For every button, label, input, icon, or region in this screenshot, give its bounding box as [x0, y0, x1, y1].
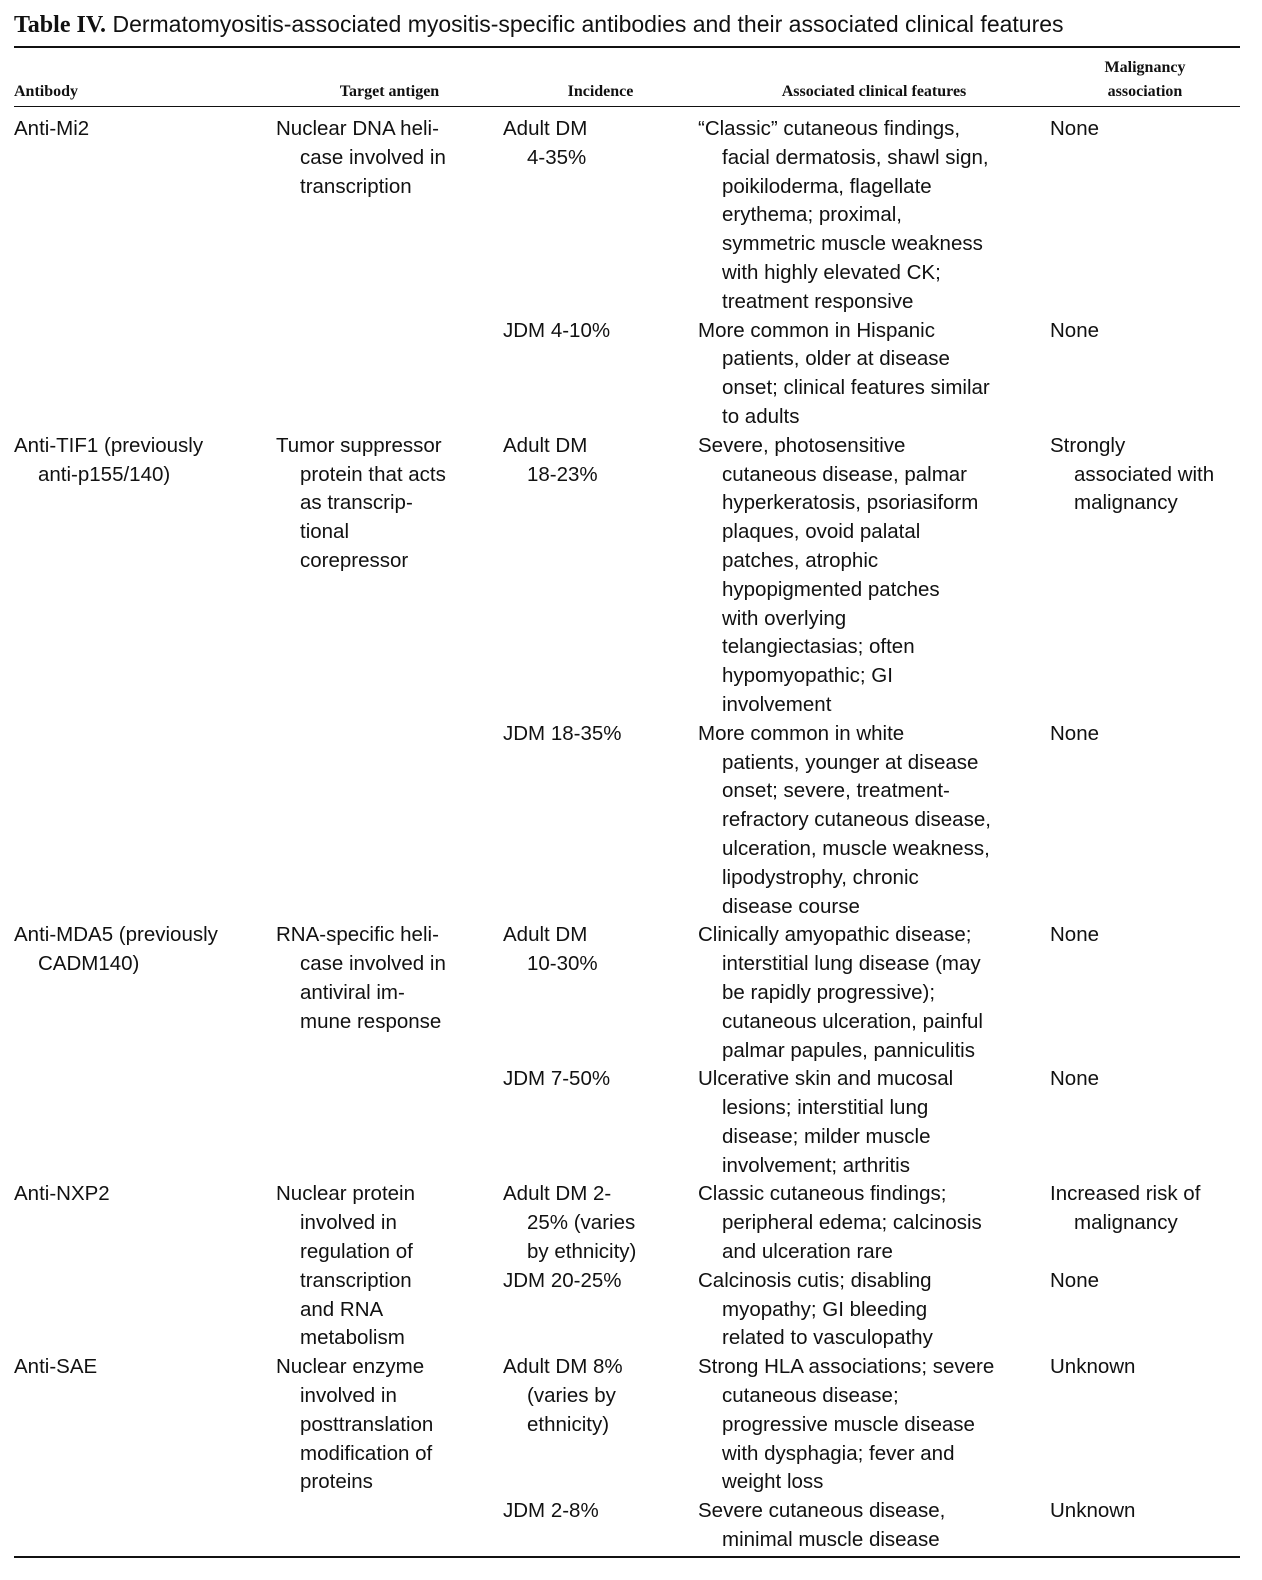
cell-antibody	[14, 1353, 276, 1555]
antibody-line: Anti-Mi2	[14, 117, 90, 140]
features-line: refractory cutaneous disease,	[722, 808, 991, 832]
malignancy-line: malignancy	[1074, 491, 1178, 515]
features-line: patients, younger at disease	[722, 750, 979, 774]
table-title: Dermatomyositis-associated myositis-specific antibodies and their associated clinical features	[112, 11, 1064, 37]
table-body	[14, 107, 1240, 1555]
features-line: onset; clinical features similar	[722, 376, 990, 400]
target-line: regulation of	[300, 1240, 413, 1264]
incidence-line: 18-23%	[527, 462, 598, 486]
features-line: patients, older at disease	[722, 347, 950, 371]
features-line: Classic cutaneous findings;	[698, 1182, 947, 1206]
target-line: Tumor suppressor	[276, 433, 442, 457]
cell-antibody	[14, 107, 276, 432]
cell-incidence	[503, 720, 698, 922]
target-line: protein that acts	[300, 462, 446, 486]
antibody-line: Anti-TIF1 (previously	[14, 433, 204, 457]
features-line: hypopigmented patches	[722, 577, 940, 601]
cell-incidence	[503, 432, 698, 720]
features-line: with dysphagia; fever and	[722, 1441, 955, 1465]
cell-incidence	[503, 317, 698, 432]
features-line: to adults	[722, 404, 800, 428]
cell-features	[698, 720, 1050, 922]
target-line: and RNA	[300, 1297, 384, 1321]
cell-incidence	[503, 1497, 698, 1555]
cell-malignancy	[1050, 720, 1240, 922]
features-line: ulceration, muscle weakness,	[722, 836, 990, 860]
target-line: proteins	[300, 1470, 373, 1494]
features-line: More common in Hispanic	[698, 318, 935, 342]
target-line: transcription	[300, 1268, 412, 1292]
malignancy-line: None	[1050, 1067, 1100, 1091]
malignancy-line: None	[1050, 721, 1100, 745]
incidence-line: 25% (varies	[527, 1211, 636, 1235]
incidence-line: by ethnicity)	[527, 1240, 637, 1264]
cell-malignancy	[1050, 1180, 1240, 1266]
incidence-line: 10-30%	[527, 952, 598, 976]
target-line: antiviral im-	[300, 980, 405, 1004]
features-line: hypomyopathic; GI	[722, 664, 893, 688]
table-row	[14, 1180, 1240, 1266]
features-line: Strong HLA associations; severe	[698, 1355, 995, 1379]
malignancy-line: None	[1050, 117, 1100, 140]
features-line: Clinically amyopathic disease;	[698, 923, 972, 947]
cell-malignancy	[1050, 317, 1240, 432]
cell-target-antigen	[276, 1353, 503, 1555]
target-line: tional	[300, 520, 350, 544]
table-header	[14, 48, 1240, 107]
incidence-line: (varies by	[527, 1384, 616, 1408]
antibody-line: CADM140)	[38, 952, 140, 976]
features-line: poikiloderma, flagellate	[722, 174, 932, 198]
features-line: erythema; proximal,	[722, 203, 903, 227]
malignancy-line: None	[1050, 1268, 1100, 1292]
table-figure	[14, 0, 1240, 1555]
cell-malignancy	[1050, 921, 1240, 1065]
malignancy-line: None	[1050, 318, 1100, 342]
cell-features	[698, 432, 1050, 720]
features-line: progressive muscle disease	[722, 1412, 975, 1436]
cell-features	[698, 1267, 1050, 1353]
features-line: interstitial lung disease (may	[722, 952, 981, 976]
cell-incidence	[503, 1180, 698, 1266]
cell-features	[698, 107, 1050, 317]
malignancy-line: malignancy	[1074, 1211, 1178, 1235]
table-caption	[14, 6, 1240, 42]
features-line: lesions; interstitial lung	[722, 1096, 929, 1120]
features-line: minimal muscle disease	[722, 1528, 940, 1552]
malignancy-line: associated with	[1074, 462, 1215, 486]
incidence-line: JDM 18-35%	[503, 721, 622, 745]
target-line: posttranslation	[300, 1412, 434, 1436]
table-row	[14, 921, 1240, 1065]
target-line: modification of	[300, 1441, 433, 1465]
malignancy-line: Strongly	[1050, 433, 1126, 457]
features-line: telangiectasias; often	[722, 635, 915, 659]
features-line: Calcinosis cutis; disabling	[698, 1268, 932, 1292]
target-line: Nuclear protein	[276, 1182, 416, 1206]
cell-features	[698, 1353, 1050, 1497]
target-line: RNA-specific heli-	[276, 923, 439, 947]
antibody-table	[14, 48, 1240, 1555]
features-line: weight loss	[722, 1470, 824, 1494]
malignancy-line: Unknown	[1050, 1355, 1136, 1379]
cell-antibody	[14, 1180, 276, 1353]
incidence-line: Adult DM 8%	[503, 1355, 623, 1379]
cell-malignancy	[1050, 432, 1240, 720]
target-line: case involved in	[300, 145, 446, 169]
features-line: More common in white	[698, 721, 905, 745]
target-line: transcription	[300, 174, 412, 198]
features-line: cutaneous disease, palmar	[722, 462, 968, 486]
features-line: involvement; arthritis	[722, 1153, 910, 1177]
incidence-line: JDM 7-50%	[503, 1067, 611, 1091]
target-line: metabolism	[300, 1326, 405, 1350]
cell-incidence	[503, 1353, 698, 1497]
antibody-line: Anti-MDA5 (previously	[14, 923, 218, 947]
features-line: involvement	[722, 692, 832, 716]
cell-malignancy	[1050, 1353, 1240, 1497]
table-row	[14, 1353, 1240, 1497]
incidence-line: JDM 20-25%	[503, 1268, 622, 1292]
features-line: Severe, photosensitive	[698, 433, 906, 457]
incidence-line: Adult DM 2-	[503, 1182, 612, 1206]
features-line: “Classic” cutaneous findings,	[698, 117, 961, 140]
cell-malignancy	[1050, 107, 1240, 317]
incidence-line: JDM 4-10%	[503, 318, 611, 342]
features-line: onset; severe, treatment-	[722, 779, 950, 803]
cell-features	[698, 1180, 1050, 1266]
malignancy-line: Increased risk of	[1050, 1182, 1201, 1206]
header-antibody: Antibody	[14, 83, 79, 100]
header-target: Target antigen	[339, 83, 440, 100]
header-malignancy-line: Malignancy	[1104, 59, 1186, 76]
cell-antibody	[14, 921, 276, 1180]
target-line: involved in	[300, 1211, 397, 1235]
antibody-line: Anti-SAE	[14, 1355, 98, 1379]
incidence-line: 4-35%	[527, 145, 587, 169]
features-line: hyperkeratosis, psoriasiform	[722, 491, 979, 515]
table-row	[14, 432, 1240, 720]
header-malignancy	[1050, 48, 1240, 106]
cell-features	[698, 921, 1050, 1065]
target-line: as transcrip-	[300, 491, 413, 515]
features-line: Ulcerative skin and mucosal	[698, 1067, 954, 1091]
table-label: Table IV.	[14, 12, 107, 38]
cell-incidence	[503, 107, 698, 317]
cell-incidence	[503, 1267, 698, 1353]
antibody-line: Anti-NXP2	[14, 1182, 110, 1206]
features-line: myopathy; GI bleeding	[722, 1297, 928, 1321]
features-line: cutaneous disease;	[722, 1384, 899, 1408]
cell-incidence	[503, 921, 698, 1065]
features-line: patches, atrophic	[722, 548, 879, 572]
incidence-line: Adult DM	[503, 923, 588, 947]
bottom-rule	[14, 1556, 1240, 1558]
incidence-line: Adult DM	[503, 433, 588, 457]
cell-antibody	[14, 432, 276, 922]
features-line: treatment responsive	[722, 289, 914, 313]
features-line: cutaneous ulceration, painful	[722, 1009, 983, 1033]
incidence-line: ethnicity)	[527, 1412, 610, 1436]
features-line: and ulceration rare	[722, 1240, 893, 1264]
cell-features	[698, 1497, 1050, 1555]
target-line: involved in	[300, 1384, 397, 1408]
incidence-line: JDM 2-8%	[503, 1499, 599, 1523]
features-line: with overlying	[722, 606, 847, 630]
target-line: Nuclear DNA heli-	[276, 117, 439, 140]
features-line: facial dermatosis, shawl sign,	[722, 145, 989, 169]
cell-incidence	[503, 1065, 698, 1180]
table-row	[14, 107, 1240, 317]
cell-target-antigen	[276, 107, 503, 432]
cell-target-antigen	[276, 1180, 503, 1353]
cell-malignancy	[1050, 1065, 1240, 1180]
header-features: Associated clinical features	[781, 83, 967, 100]
features-line: be rapidly progressive);	[722, 980, 936, 1004]
header-malignancy-line: association	[1107, 83, 1183, 100]
malignancy-line: Unknown	[1050, 1499, 1136, 1523]
header-incidence: Incidence	[567, 83, 634, 100]
target-line: Nuclear enzyme	[276, 1355, 425, 1379]
features-line: palmar papules, panniculitis	[722, 1038, 975, 1062]
cell-target-antigen	[276, 921, 503, 1180]
features-line: plaques, ovoid palatal	[722, 520, 921, 544]
features-line: lipodystrophy, chronic	[722, 865, 919, 889]
features-line: peripheral edema; calcinosis	[722, 1211, 982, 1235]
features-line: disease course	[722, 894, 860, 918]
cell-features	[698, 317, 1050, 432]
cell-features	[698, 1065, 1050, 1180]
target-line: mune response	[300, 1009, 442, 1033]
cell-malignancy	[1050, 1267, 1240, 1353]
cell-target-antigen	[276, 432, 503, 922]
cell-malignancy	[1050, 1497, 1240, 1555]
incidence-line: Adult DM	[503, 117, 588, 140]
features-line: disease; milder muscle	[722, 1124, 931, 1148]
features-line: Severe cutaneous disease,	[698, 1499, 946, 1523]
target-line: case involved in	[300, 952, 446, 976]
malignancy-line: None	[1050, 923, 1100, 947]
features-line: related to vasculopathy	[722, 1326, 933, 1350]
antibody-line: anti-p155/140)	[38, 462, 171, 486]
target-line: corepressor	[300, 548, 409, 572]
features-line: symmetric muscle weakness	[722, 232, 983, 256]
features-line: with highly elevated CK;	[722, 260, 941, 284]
